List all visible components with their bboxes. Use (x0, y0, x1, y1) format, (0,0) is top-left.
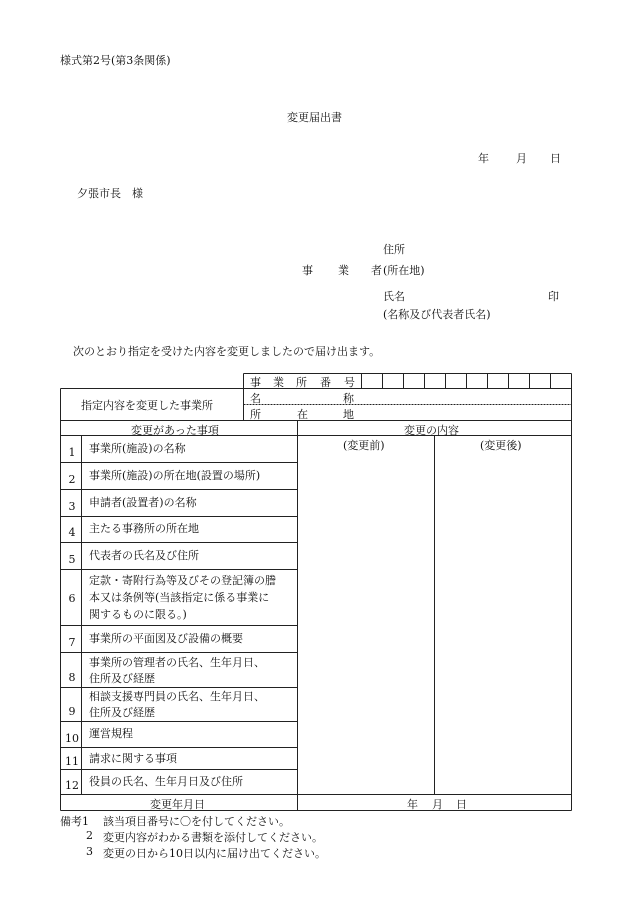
form-number: 様式第2号(第3条関係) (60, 54, 171, 67)
item-number: 11 (65, 755, 79, 768)
office-number-char: 業 (273, 376, 284, 389)
item-number: 1 (68, 446, 76, 459)
change-date-year: 年 (407, 798, 418, 811)
date-day: 日 (550, 152, 561, 165)
item-text: 事業所(施設)の名称 (89, 442, 186, 455)
location-char: 所 (250, 408, 261, 421)
change-content-header: 変更の内容 (404, 424, 459, 437)
business-char: 事 (302, 264, 313, 277)
office-number-char: 号 (344, 376, 355, 389)
date-year: 年 (478, 152, 489, 165)
office-number-char: 所 (296, 376, 307, 389)
addressee: 夕張市長 様 (77, 187, 143, 200)
item-text: 住所及び経歴 (89, 706, 155, 719)
item-text: 関するものに限る。) (89, 608, 187, 621)
business-char: 業 (338, 264, 349, 277)
address-label: 住所 (383, 243, 405, 256)
name-char: 名 (250, 392, 261, 405)
note-prefix: 備考1 (60, 815, 89, 828)
name-char: 称 (343, 392, 354, 405)
item-number: 9 (68, 705, 76, 718)
seal-mark: 印 (548, 290, 559, 303)
item-text: 事業所(施設)の所在地(設置の場所) (89, 469, 261, 482)
location-char: 在 (297, 408, 308, 421)
office-number-char: 番 (320, 376, 331, 389)
name-label: 氏名 (383, 290, 405, 303)
item-number: 3 (68, 500, 76, 513)
item-text: 申請者(設置者)の名称 (89, 496, 197, 509)
item-number: 8 (68, 671, 76, 684)
document-title: 変更届出書 (287, 111, 342, 124)
changed-items-header: 変更があった事項 (131, 424, 219, 437)
facility-label: 指定内容を変更した事業所 (81, 399, 213, 412)
item-text: 主たる事務所の所在地 (89, 522, 199, 535)
item-text: 事業所の管理者の氏名、生年月日、 (89, 656, 265, 669)
item-number: 4 (68, 526, 76, 539)
item-text: 役員の氏名、生年月日及び住所 (89, 775, 243, 788)
item-text: 定款・寄附行為等及びその登記簿の謄 (89, 574, 276, 587)
before-label: (変更前) (343, 439, 385, 452)
location-char: 地 (343, 408, 354, 421)
note-text: 変更の日から10日以内に届け出てください。 (103, 847, 326, 860)
name-sub-label: (名称及び代表者氏名) (383, 308, 491, 321)
item-text: 請求に関する事項 (89, 752, 177, 765)
after-label: (変更後) (480, 439, 522, 452)
item-number: 10 (65, 732, 79, 745)
location-label: (所在地) (383, 264, 425, 277)
item-number: 6 (68, 592, 76, 605)
intro-text: 次のとおり指定を受けた内容を変更しましたので届け出ます。 (73, 345, 381, 358)
office-number-char: 事 (250, 376, 261, 389)
item-text: 代表者の氏名及び住所 (89, 549, 199, 562)
change-date-day: 日 (456, 798, 467, 811)
item-text: 本又は条例等(当該指定に係る事業に (89, 591, 270, 604)
item-text: 住所及び経歴 (89, 672, 155, 685)
change-date-month: 月 (432, 798, 443, 811)
note-prefix: 2 (86, 829, 93, 842)
note-text: 変更内容がわかる書類を添付してください。 (103, 831, 323, 844)
date-month: 月 (516, 152, 527, 165)
item-number: 2 (68, 473, 76, 486)
note-text: 該当項目番号に〇を付してください。 (103, 815, 290, 828)
item-text: 事業所の平面図及び設備の概要 (89, 632, 243, 645)
business-char: 者 (371, 264, 382, 277)
item-number: 5 (68, 553, 76, 566)
item-text: 運営規程 (89, 727, 133, 740)
note-prefix: 3 (86, 845, 93, 858)
item-number: 7 (68, 636, 76, 649)
item-text: 相談支援専門員の氏名、生年月日、 (89, 690, 265, 703)
item-number: 12 (65, 779, 79, 792)
change-date-label: 変更年月日 (150, 798, 205, 811)
